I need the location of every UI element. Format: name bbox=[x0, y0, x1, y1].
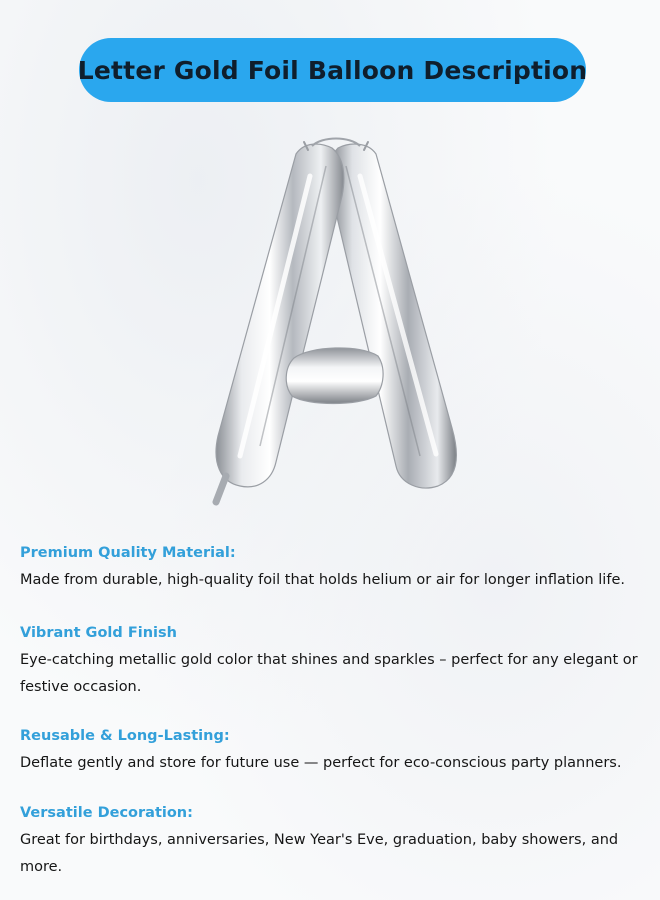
feature-heading: Premium Quality Material: bbox=[20, 545, 236, 561]
feature-heading: Vibrant Gold Finish bbox=[20, 625, 177, 641]
feature-heading: Versatile Decoration: bbox=[20, 805, 193, 821]
feature-description: Deflate gently and store for future use — perfect for eco-conscious party planners. bbox=[20, 755, 622, 771]
page-title: Letter Gold Foil Balloon Description bbox=[77, 55, 588, 85]
feature-description: Made from durable, high-quality foil that holds helium or air for longer inflation life. bbox=[20, 572, 625, 588]
balloon-letter-a-icon bbox=[200, 136, 470, 506]
feature-description: Great for birthdays, anniversaries, New Year's Eve, graduation, baby showers, and more. bbox=[20, 832, 619, 875]
feature-premium-quality bbox=[20, 545, 640, 594]
feature-versatile-decoration bbox=[20, 805, 640, 881]
feature-reusable bbox=[20, 728, 640, 777]
feature-vibrant-gold-finish bbox=[20, 625, 640, 701]
title-banner bbox=[79, 38, 586, 102]
feature-heading: Reusable & Long-Lasting: bbox=[20, 728, 230, 744]
feature-description: Eye-catching metallic gold color that shines and sparkles – perfect for any elegant or festive occasion. bbox=[20, 652, 638, 695]
